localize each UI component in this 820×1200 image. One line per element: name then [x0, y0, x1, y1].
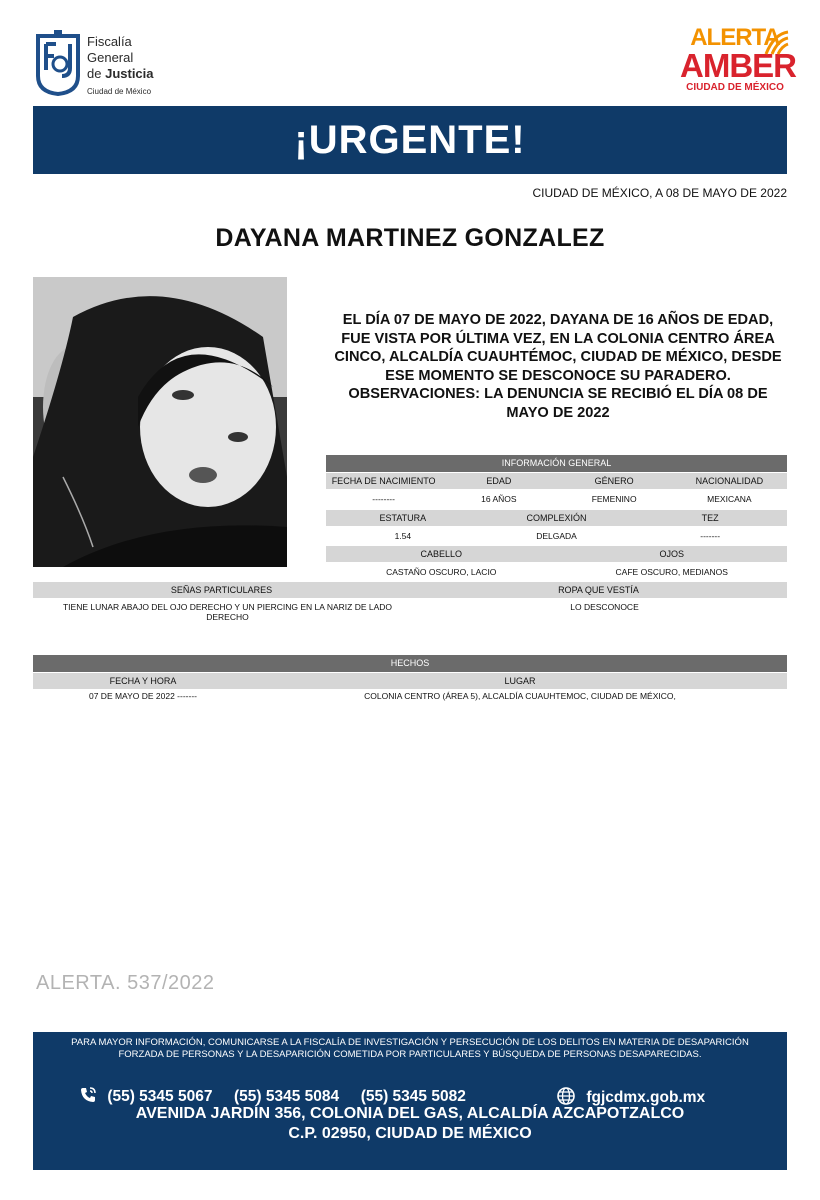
marks-value: TIENE LUNAR ABAJO DEL OJO DERECHO Y UN PIERCING EN LA NARIZ DE LADO DERECHO [62, 602, 393, 622]
gender-value: FEMENINO [591, 494, 637, 504]
amber-subtitle: CIUDAD DE MÉXICO [686, 82, 784, 93]
birthdate-value: -------- [372, 494, 395, 504]
address-line-2: C.P. 02950, CIUDAD DE MÉXICO [288, 1125, 532, 1142]
build-label: COMPLEXIÓN [526, 513, 587, 523]
fgj-logo [34, 30, 164, 102]
datetime-value: 07 DE MAYO DE 2022 ------- [88, 691, 197, 701]
info-row-2-headers [326, 510, 787, 526]
missing-person-name: DAYANA MARTINEZ GONZALEZ [215, 224, 605, 252]
alerta-amber-logo [680, 24, 796, 104]
height-label: ESTATURA [379, 513, 427, 523]
amber-word-1: ALERTA [690, 24, 780, 51]
age-value: 16 AÑOS [481, 494, 517, 504]
skin-value: ------- [700, 531, 721, 541]
person-photo [33, 277, 287, 567]
place-value: COLONIA CENTRO (ÁREA 5), ALCALDÍA CUAUHTEMOC, CIUDAD DE MÉXICO, [364, 691, 676, 701]
info-row-2-values [326, 528, 787, 544]
contact-info-text: PARA MAYOR INFORMACIÓN, COMUNICARSE A LA FISCALÍA DE INVESTIGACIÓN Y PERSECUCIÓN DE LOS DELITOS EN MATERIA DE DESAPARICIÓN FORZADA DE PERSONAS Y LA DESAPARICIÓN COMETIDA POR PARTICULARES Y BÚSQUEDA DE PERSONAS DESAPARECIDAS. [71, 1037, 749, 1060]
contact-footer [33, 1032, 787, 1170]
nationality-label: NACIONALIDAD [695, 476, 764, 486]
gender-label: GÉNERO [594, 476, 634, 486]
hechos-values [33, 689, 787, 703]
marks-label: SEÑAS PARTICULARES [170, 585, 273, 595]
age-label: EDAD [486, 476, 512, 486]
info-row-3-values [326, 564, 787, 580]
phone-2[interactable]: (55) 5345 5084 [234, 1088, 340, 1105]
globe-icon [556, 1086, 576, 1106]
phone-icon [79, 1086, 97, 1104]
info-general-header: INFORMACIÓN GENERAL [326, 455, 787, 472]
phone-numbers [79, 1086, 466, 1106]
nationality-value: MEXICANA [707, 494, 752, 504]
website-link[interactable]: fgjcdmx.gob.mx [586, 1089, 706, 1106]
fgj-line-4: Justicia [105, 66, 154, 81]
hechos-subheaders [33, 673, 787, 689]
skin-label: TEZ [701, 513, 719, 523]
hair-value: CASTAÑO OSCURO, LACIO [386, 567, 497, 577]
alert-number: ALERTA. 537/2022 [36, 972, 215, 994]
place-label: LUGAR [504, 676, 536, 686]
eyes-label: OJOS [659, 549, 684, 559]
phone-3[interactable]: (55) 5345 5082 [360, 1088, 466, 1105]
fgj-line-3: de [87, 66, 102, 81]
info-row-1-values [326, 491, 787, 507]
amber-rays-icon [764, 30, 790, 56]
phone-1[interactable]: (55) 5345 5067 [107, 1088, 213, 1105]
issue-date: CIUDAD DE MÉXICO, A 08 DE MAYO DE 2022 [532, 186, 787, 200]
address-line-1: AVENIDA JARDÍN 356, COLONIA DEL GAS, ALCALDÍA AZCAPOTZALCO [135, 1105, 685, 1122]
eyes-value: CAFE OSCURO, MEDIANOS [615, 567, 728, 577]
clothing-value: LO DESCONOCE [570, 602, 639, 612]
info-row-1-headers [326, 473, 787, 489]
datetime-label: FECHA Y HORA [109, 676, 177, 686]
birthdate-label: FECHA DE NACIMIENTO [331, 476, 436, 486]
fgj-line-1: Fiscalía [87, 34, 132, 49]
portrait-image [33, 277, 287, 567]
info-row-3-headers [326, 546, 787, 562]
amber-word-2: AMBER [680, 47, 796, 84]
hair-label: CABELLO [420, 549, 463, 559]
website [556, 1086, 705, 1107]
height-value: 1.54 [394, 531, 412, 541]
fgj-emblem-icon [34, 30, 82, 96]
fgj-line-2: General [87, 50, 134, 65]
clothing-label: ROPA QUE VESTÍA [558, 585, 639, 595]
urgent-banner: ¡URGENTE! [33, 106, 787, 174]
hechos-header: HECHOS [33, 655, 787, 672]
case-description: EL DÍA 07 DE MAYO DE 2022, DAYANA DE 16 AÑOS DE EDAD, FUE VISTA POR ÚLTIMA VEZ, EN LA COLONIA CENTRO ÁREA CINCO, ALCALDÍA CUAUHTÉMOC, CIUDAD DE MÉXICO, DESDE ESE MOMENTO SE DESCONOCE SU PARADERO. OBSERVACIONES: LA DENUNCIA SE RECIBIÓ EL DÍA 08 DE MAYO DE 2022 [334, 312, 782, 421]
fgj-wordmark [87, 34, 154, 98]
info-row-4-headers [33, 582, 787, 598]
info-row-4-values [33, 600, 787, 626]
build-value: DELGADA [536, 531, 577, 541]
fgj-subtitle: Ciudad de México [87, 87, 152, 96]
